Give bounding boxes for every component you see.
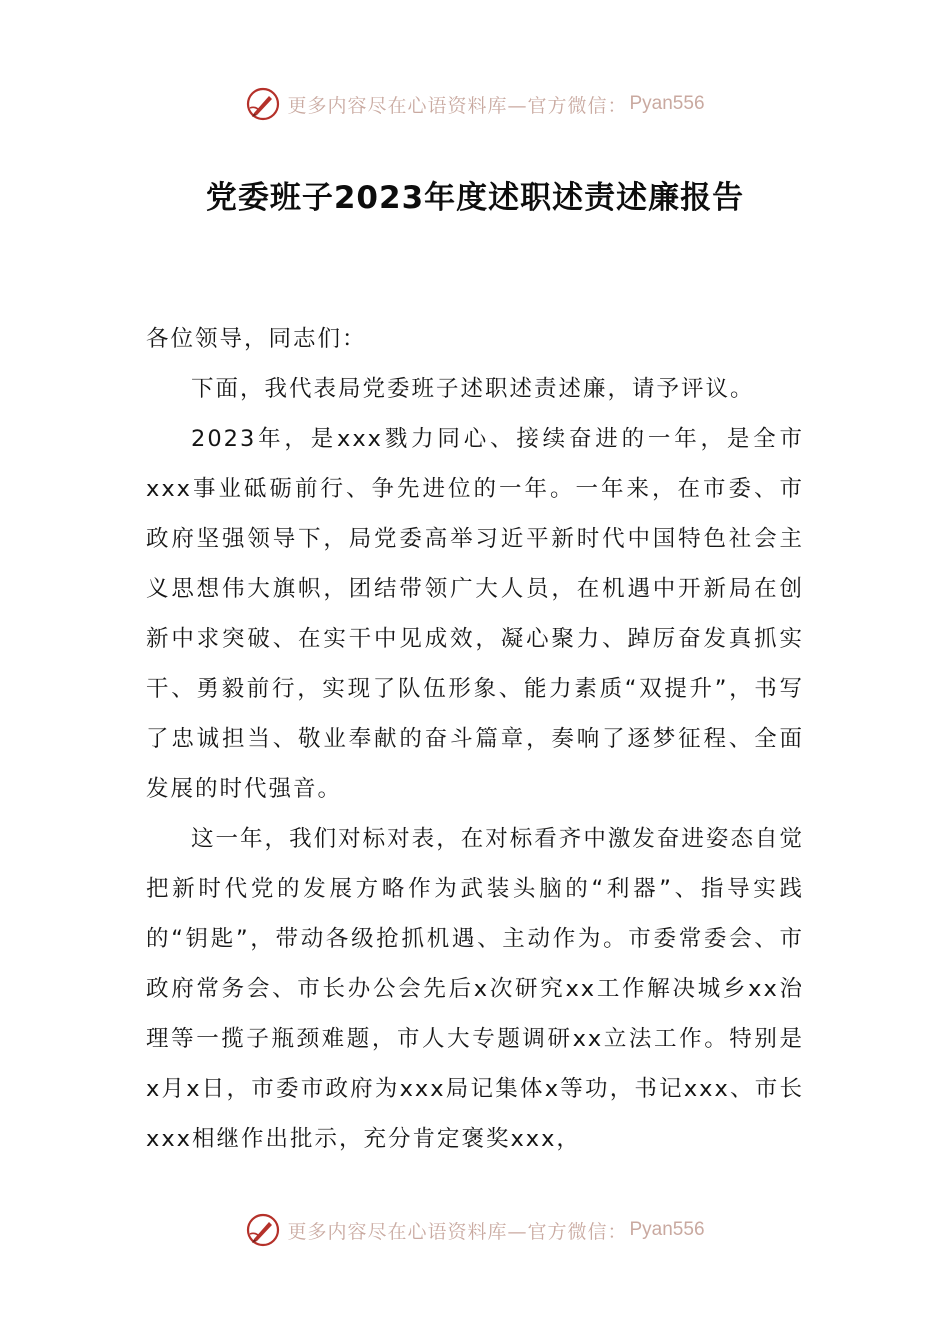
pen-logo-icon [245,86,281,122]
page-title: 党委班子2023年度述职述责述廉报告 [205,180,745,216]
header-watermark-text: 更多内容尽在心语资料库—官方微信： [287,94,628,117]
header-watermark-id: Pyan556 [629,93,705,114]
paragraph: 下面，我代表局党委班子述职述责述廉，请予评议。 [191,376,755,402]
header-watermark-banner [0,84,950,124]
footer-watermark-text: 更多内容尽在心语资料库—官方微信： [287,1220,628,1243]
footer-watermark-id: Pyan556 [629,1219,705,1240]
footer-watermark-banner [0,1210,950,1250]
paragraph: 这一年，我们对标对表，在对标看齐中激发奋进姿态自觉把新时代党的发展方略作为武装头脑的“利器”、指导实践的“钥匙”，带动各级抢抓机遇、主动作为。市委常委会、市政府常务会、市长办公会先后x次研究xx工作解决城乡xx治理等一揽子瓶颈难题，市人大专题调研xx立法工作。特别是x月x日，市委市政府为xxx局记集体x等功，书记xxx、市长xxx相继作出批示，充分肯定褒奖xxx， [146,826,804,1152]
pen-logo-icon [245,1212,281,1248]
document-body [146,314,804,1164]
salutation: 各位领导，同志们： [146,326,367,352]
paragraph: 2023年，是xxx戮力同心、接续奋进的一年，是全市xxx事业砥砺前行、争先进位的一年。一年来，在市委、市政府坚强领导下，局党委高举习近平新时代中国特色社会主义思想伟大旗帜，团结带领广大人员，在机遇中开新局在创新中求突破、在实干中见成效，凝心聚力、踔厉奋发真抓实干、勇毅前行，实现了队伍形象、能力素质“双提升”，书写了忠诚担当、敬业奉献的奋斗篇章，奏响了逐梦征程、全面发展的时代强音。 [146,426,804,802]
